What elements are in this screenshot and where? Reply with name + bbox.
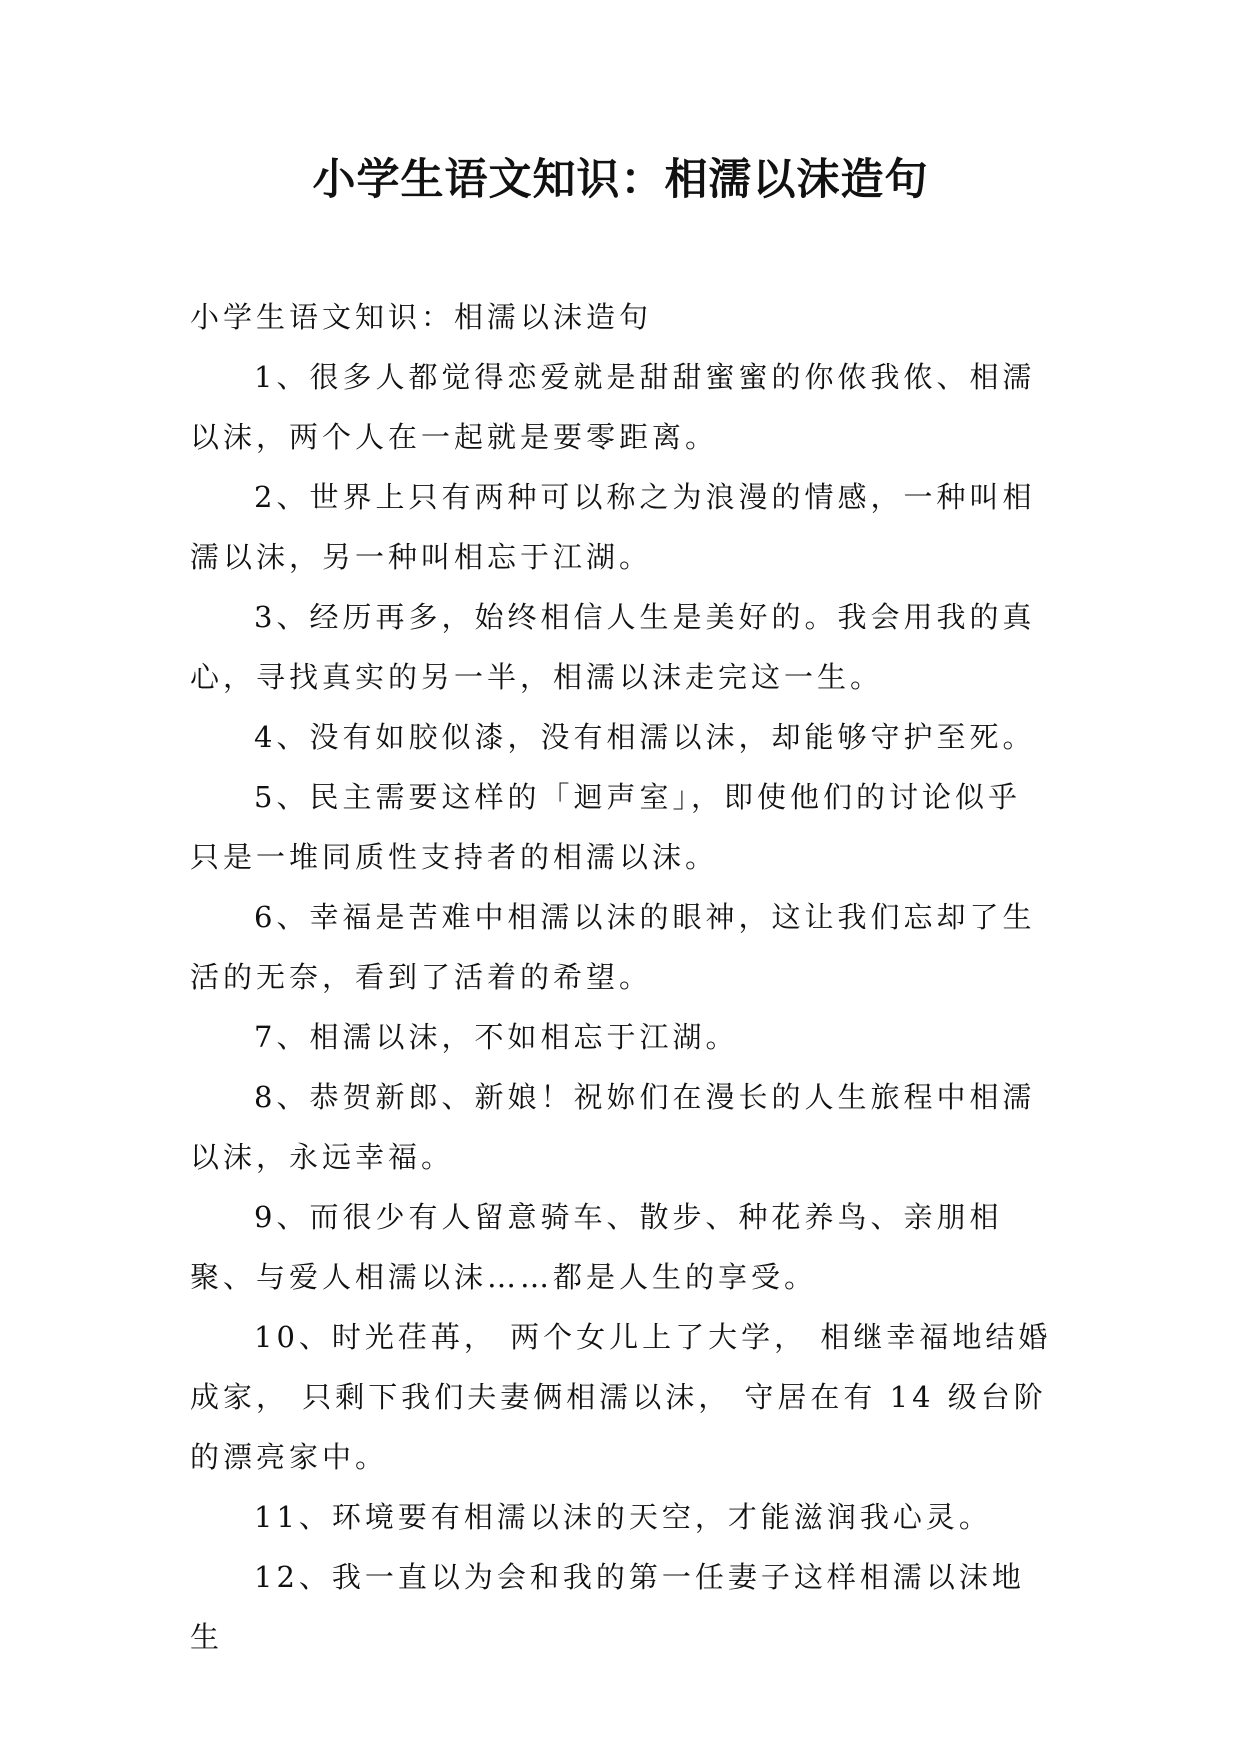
- sentence-text: 7、相濡以沫，不如相忘于江湖。: [254, 1020, 739, 1054]
- sentence-item-8: [190, 1067, 1052, 1187]
- sentence-text: 3、经历再多，始终相信人生是美好的。我会用我的真心，寻找真实的另一半，相濡以沫走完这一生。: [190, 600, 1036, 694]
- sentence-text: 8、恭贺新郎、新娘！祝妳们在漫长的人生旅程中相濡以沫，永远幸福。: [190, 1080, 1036, 1174]
- sentence-item-11: [190, 1487, 1052, 1547]
- sentence-item-9: [190, 1187, 1052, 1307]
- sentence-item-12: [190, 1547, 1052, 1667]
- sentence-item-2: [190, 467, 1052, 587]
- sentence-text: 2、世界上只有两种可以称之为浪漫的情感，一种叫相濡以沫，另一种叫相忘于江湖。: [190, 480, 1036, 574]
- sentence-text: 5、民主需要这样的「迴声室」，即使他们的讨论似乎只是一堆同质性支持者的相濡以沫。: [190, 780, 1021, 874]
- sentence-text: 1、很多人都觉得恋爱就是甜甜蜜蜜的你侬我侬、相濡以沫，两个人在一起就是要零距离。: [190, 360, 1036, 454]
- sentence-text: 9、而很少有人留意骑车、散步、种花养鸟、亲朋相聚、与爱人相濡以沫……都是人生的享受。: [190, 1200, 1003, 1294]
- sentence-item-4: [190, 707, 1052, 767]
- sentence-text: 6、幸福是苦难中相濡以沫的眼神，这让我们忘却了生活的无奈，看到了活着的希望。: [190, 900, 1036, 994]
- sentence-item-6: [190, 887, 1052, 1007]
- document-subtitle: 小学生语文知识：相濡以沫造句: [190, 300, 653, 334]
- document-body: [190, 287, 1052, 1667]
- sentence-text: 10、时光荏苒， 两个女儿上了大学， 相继幸福地结婚成家， 只剩下我们夫妻俩相濡以沫， 守居在有 14 级台阶的漂亮家中。: [190, 1320, 1052, 1474]
- sentence-item-7: [190, 1007, 1052, 1067]
- sentence-item-3: [190, 587, 1052, 707]
- page-title: 小学生语文知识：相濡以沫造句: [312, 155, 929, 205]
- sentence-text: 4、没有如胶似漆，没有相濡以沫，却能够守护至死。: [254, 720, 1036, 754]
- sentence-item-1: [190, 347, 1052, 467]
- sentence-item-10: [190, 1307, 1052, 1487]
- sentence-text: 11、环境要有相濡以沫的天空，才能滋润我心灵。: [254, 1500, 992, 1534]
- sentence-item-5: [190, 767, 1052, 887]
- sentence-text: 12、我一直以为会和我的第一任妻子这样相濡以沫地生: [190, 1560, 1025, 1654]
